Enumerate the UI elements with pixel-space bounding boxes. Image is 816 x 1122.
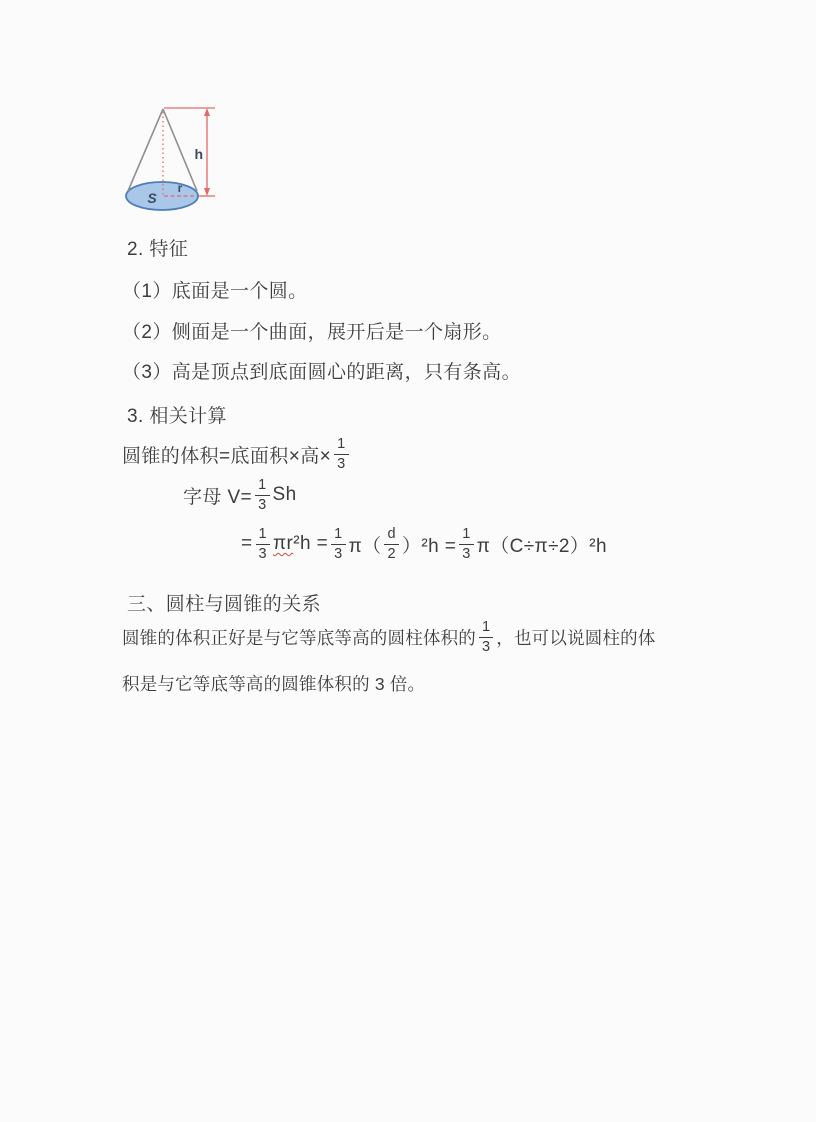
calc-heading: 3. 相关计算: [127, 406, 227, 427]
features-heading: 2. 特征: [127, 239, 189, 260]
formula-text: ）²h =: [401, 535, 457, 557]
feature-item-1: （1）底面是一个圆。: [122, 281, 308, 302]
cone-left-edge: [128, 109, 163, 191]
fraction: $\frac{1}{3}$: [459, 526, 473, 562]
formula-text: π（C÷π÷2）²h: [476, 535, 607, 557]
formula-text: 圆锥的体积正好是与它等底等高的圆柱体积的: [122, 627, 476, 648]
height-label: h: [194, 146, 203, 162]
relation-paragraph-line2: [122, 671, 425, 696]
relation-paragraph-line1: [122, 619, 656, 655]
fraction: $\frac{1}{3}$: [479, 619, 493, 655]
feature-item-2: （2）侧面是一个曲面，展开后是一个扇形。: [122, 322, 502, 343]
fraction: $\frac{1}{3}$: [331, 526, 345, 562]
formula-text: 积是与它等底等高的圆锥体积的 3 倍。: [122, 674, 426, 694]
volume-formula: [122, 436, 352, 472]
letter-formula: [183, 477, 297, 513]
fraction: $\frac{1}{3}$: [334, 436, 348, 472]
formula-text: ，也可以说圆柱的体: [496, 627, 656, 648]
radius-label: r: [177, 181, 183, 195]
base-area-label: S: [147, 190, 157, 206]
feature-item-3: （3）高是顶点到底面圆心的距离，只有条高。: [122, 362, 521, 383]
expansion-formula: [241, 526, 607, 562]
formula-text: Sh: [272, 484, 297, 506]
formula-text: π（: [348, 535, 382, 557]
formula-text: 圆锥的体积=底面积×高×: [122, 445, 332, 467]
fraction: $\frac{1}{3}$: [256, 526, 270, 562]
measure-arrow-up: [204, 108, 210, 116]
relation-heading: 三、圆柱与圆锥的关系: [127, 594, 322, 615]
cone-right-edge: [163, 109, 197, 191]
measure-arrow-down: [204, 188, 210, 196]
cone-diagram: [118, 95, 228, 219]
formula-text: πr: [272, 533, 294, 555]
fraction: $\frac{d}{2}$: [384, 526, 398, 562]
formula-text: =: [241, 533, 253, 555]
formula-text: 字母 V=: [183, 486, 253, 508]
fraction: $\frac{1}{3}$: [255, 477, 269, 513]
formula-text: ²h =: [293, 533, 329, 555]
